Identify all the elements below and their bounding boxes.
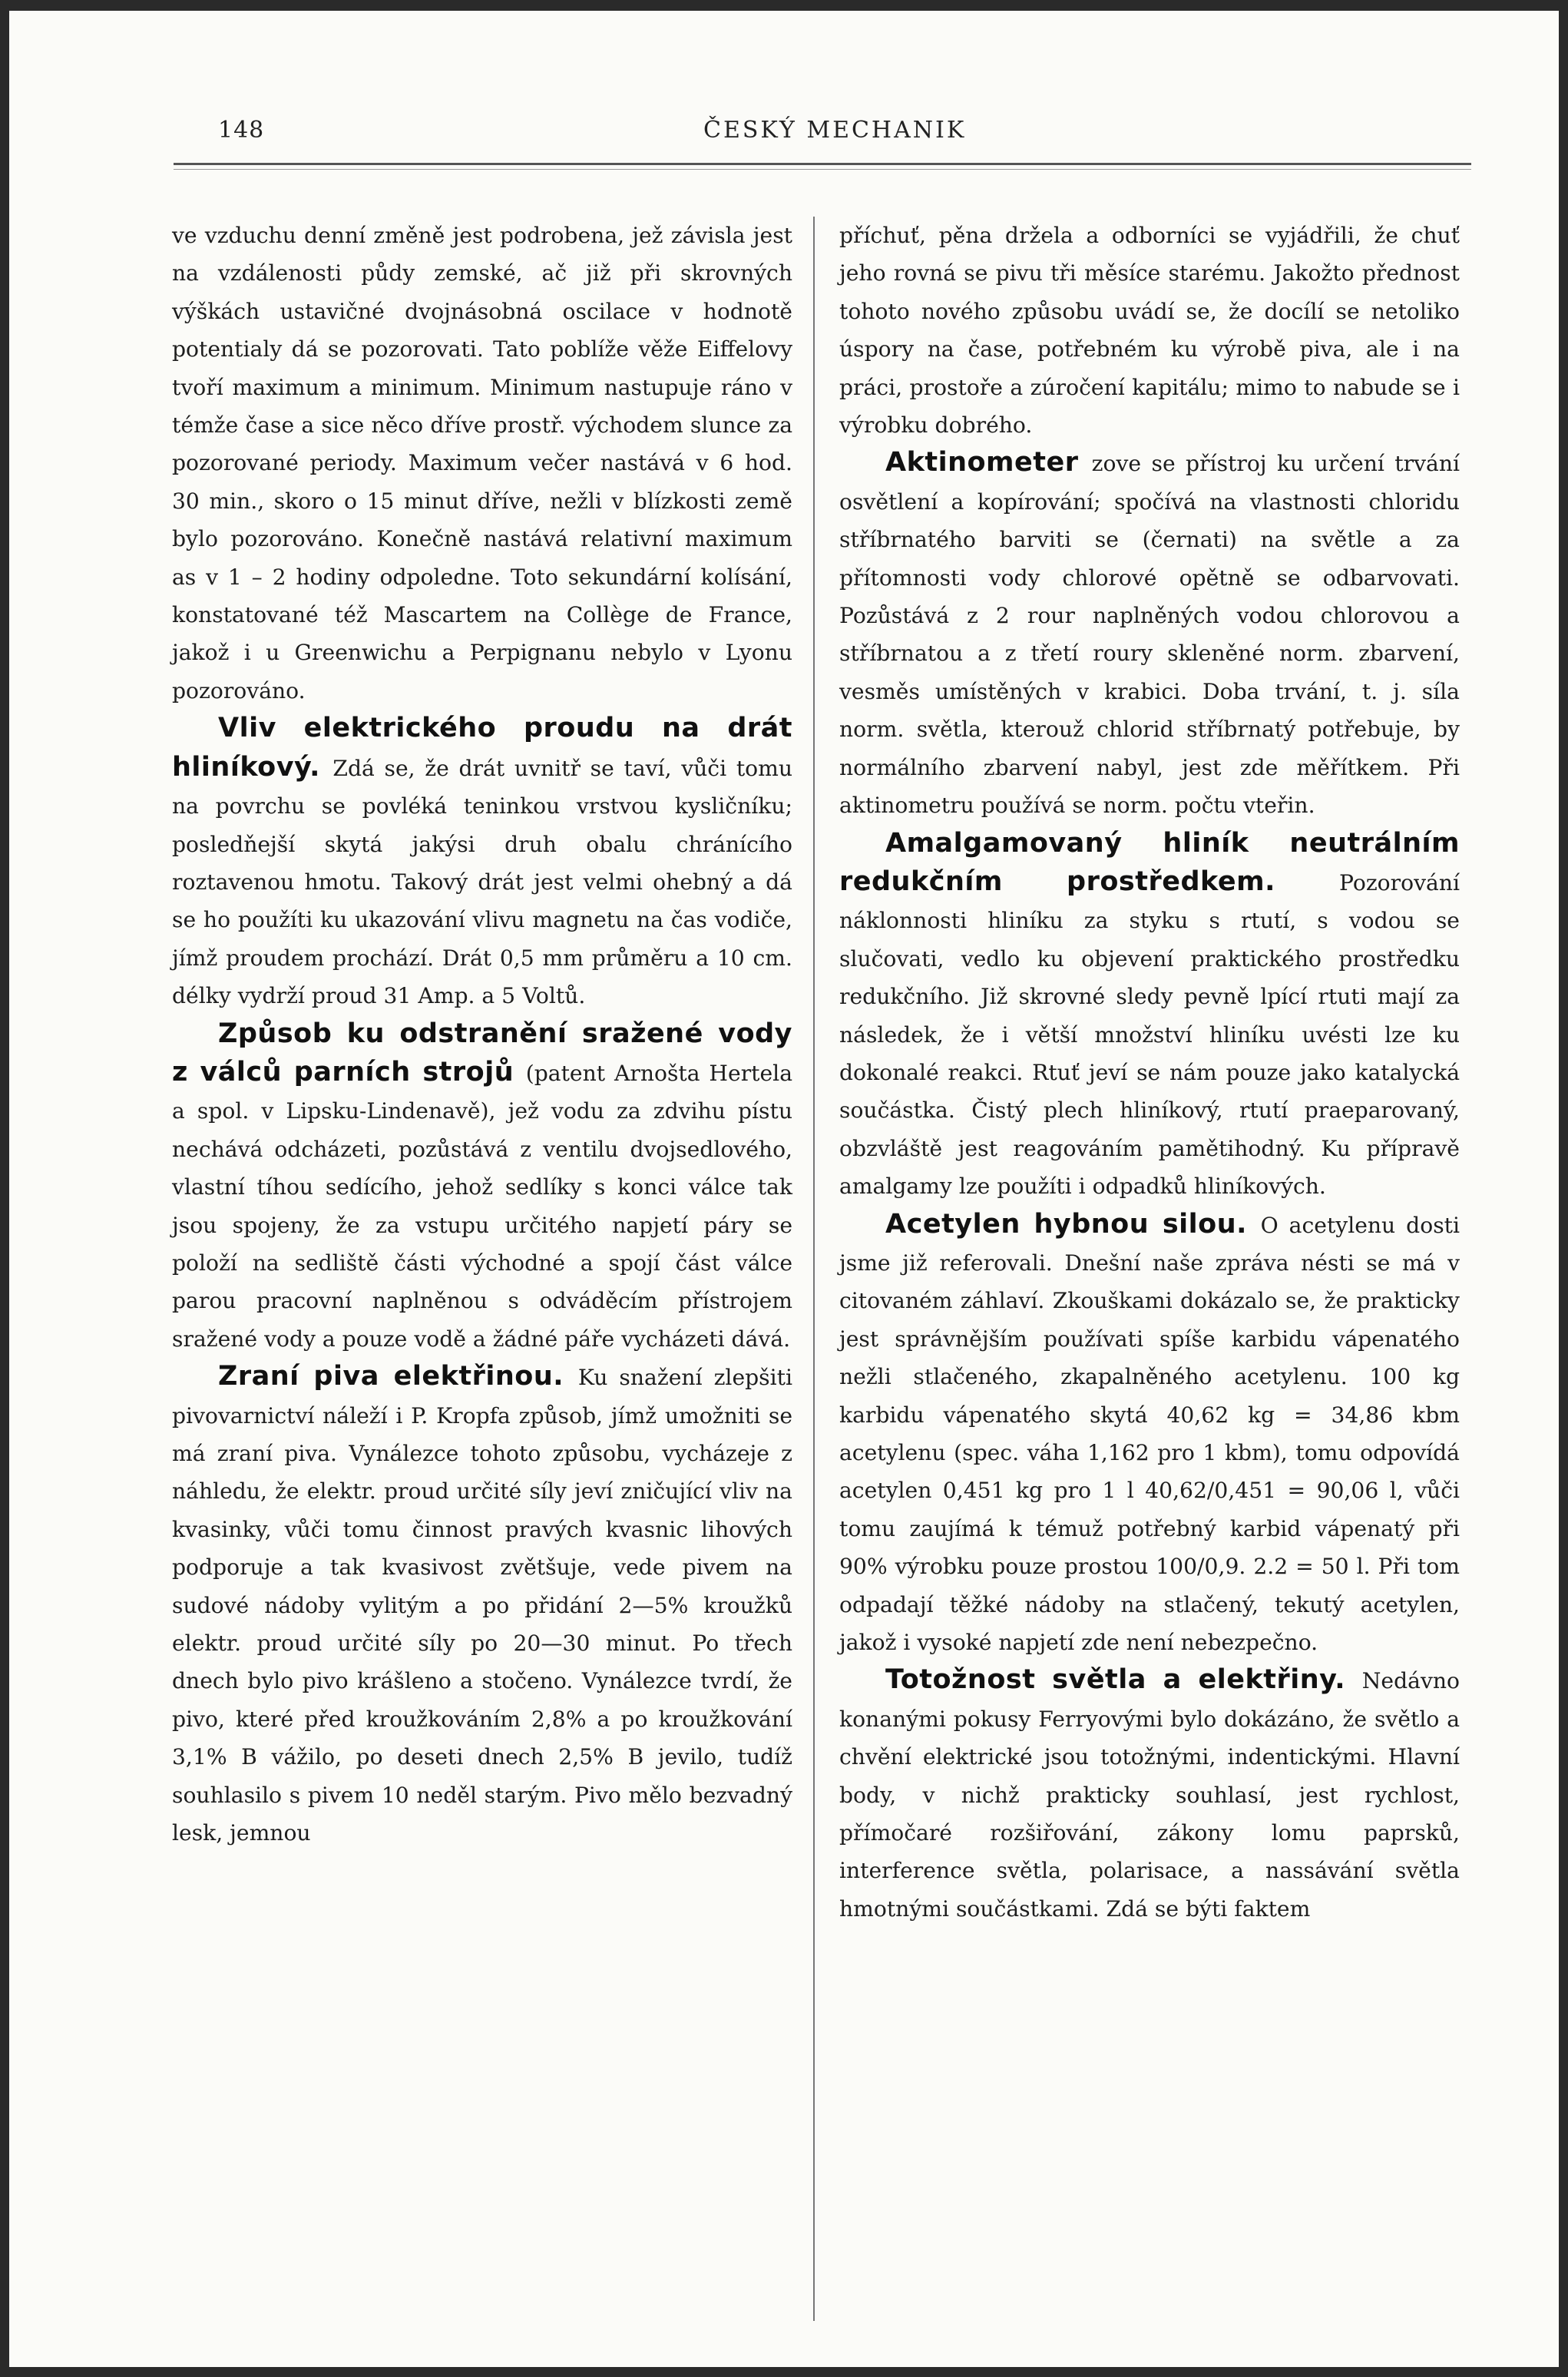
page-number: 148 (218, 117, 265, 144)
section-heading: Totožnost světla a elektřiny. (885, 1664, 1362, 1696)
section-heading: Acetylen hybnou silou. (885, 1208, 1261, 1240)
section-heading: Zraní piva elektřinou. (218, 1361, 578, 1392)
section-heading: Vliv elektrického proudu na drát hliníkový. (172, 713, 792, 783)
section-text: O acetylenu dosti jsme již referovali. Dnešní naše zpráva nésti se má v citovaném záhlaví. Zkouškami dokázalo se, že prakticky jest správnějším používati spíše karbidu vápenatého nežli stlačeného, zkapalněného acetylenu. 100 kg karbidu vápenatého skytá 40,62 kg = 34,86 kbm acetylenu (spec. váha 1,162 pro 1 kbm), tomu odpovídá acetylen 0,451 kg pro 1 l 40,62/0,451 = 90,06 l, vůči tomu zaujímá k témuž potřebný karbid vápenatý při 90% výrobku pouze prostou 100/0,9. 2.2 = 50 l. Při tom odpadají těžké nádoby na stlačený, tekutý acetylen, jakož i vysoké napjetí zde není nebezpečno. (839, 1212, 1460, 1656)
section-text: Nedávno konanými pokusy Ferryovými bylo dokázáno, že světlo a chvění elektrické jsou totožnými, indentickými. Hlavní body, v nichž prakticky souhlasí, jest rychlost, přímočaré rozšiřování, zákony lomu paprsků, interference světla, polarisace, a nassávání světla hmotnými součástkami. Zdá se býti faktem (839, 1668, 1460, 1922)
header-rule-thin (174, 169, 1471, 170)
section-text: Pozorování náklonnosti hliníku za styku s rtutí, s vodou se slučovati, vedlo ku objevení praktického prostředku redukčního. Již skrovné sledy pevně lpící rtuti mají za následek, že i větší množství hliníku uvésti lze ku dokonalé reakci. Rtuť jeví se nám pouze jako katalycká součástka. Čistý plech hliníkový, rtutí praeparovaný, obzvláště jest reagováním pamětihodný. Ku přípravě amalgamy lze použíti i odpadků hliníkových. (839, 869, 1460, 1200)
header-rule (174, 163, 1471, 165)
paragraph: příchuť, pěna držela a odborníci se vyjádřili, že chuť jeho rovná se pivu tři měsíce starému. Jakožto přednost tohoto nového způsobu uvádí se, že docílí se netoliko úspory na čase, potřebném ku výrobě piva, ale i na práci, prostoře a zúročení kapitálu; mimo to nabude se i výrobku dobrého. (839, 223, 1460, 439)
section-heading: Amalgamovaný hliník neutrálním redukčním prostředkem. (839, 827, 1460, 897)
section-text: Ku snažení zlepšiti pivovarnictví náleží i P. Kropfa způsob, jímž umožniti se má zraní piva. Vynálezce tohoto způsobu, vycházeje z náhledu, že elektr. proud určité síly jeví zničující vliv na kvasinky, vůči tomu činnost pravých kvasnic lihových podporuje a tak kvasivost zvětšuje, vede pivem na sudové nádoby vylitým a po přidání 2—5% kroužků elektr. proud určité síly po 20—30 minut. Po třech dnech bylo pivo krášleno a stočeno. Vynálezce tvrdí, že pivo, které před kroužkováním 2,8% a po kroužkování 3,1% B vážilo, po deseti dnech 2,5% B jevilo, tudíž souhlasilo s pivem 10 neděl starým. Pivo mělo bezvadný lesk, jemnou (172, 1365, 792, 1846)
running-title: ČESKÝ MECHANIK (703, 117, 967, 144)
section (839, 1206, 1460, 1662)
section (172, 1015, 792, 1359)
section-heading: Způsob ku odstranění sražené vody z válců parních strojů (172, 1018, 792, 1088)
section-text: zove se přístroj ku určení trvání osvětlení a kopírování; spočívá na vlastnosti chloridu stříbrnatého barviti se (černati) na světle a za přítomnosti vody chlorové opětně se odbarvovati. Pozůstává z 2 rour naplněných vodou chlorovou a stříbrnatou a z třetí roury skleněné norm. zbarvení, vesměs umístěných v krabici. Doba trvání, t. j. síla norm. světla, kterouž chlorid stříbrnatý potřebuje, by normálního zbarvení nabyl, jest zde měřítkem. Při aktinometru používá se norm. počtu vteřin. (839, 451, 1460, 819)
section-heading: Aktinometer (885, 447, 1092, 478)
column-divider (813, 217, 815, 2321)
section (172, 1358, 792, 1852)
section (839, 1661, 1460, 1928)
section-text: Zdá se, že drát uvnitř se taví, vůči tomu na povrchu se povléká teninkou vrstvou kysličníku; posledňejší skytá jakýsi druh obalu chránícího roztavenou hmotu. Takový drát jest velmi ohebný a dá se ho použíti ku ukazování vlivu magnetu na čas vodiče, jímž proudem prochází. Drát 0,5 mm průměru a 10 cm. délky vydrží proud 31 Amp. a 5 Voltů. (172, 755, 792, 1009)
section (839, 444, 1460, 824)
left-column (172, 217, 792, 2352)
page-header (174, 117, 1471, 163)
section (172, 710, 792, 1015)
right-column (839, 217, 1460, 2352)
section-text: (patent Arnošta Hertela a spol. v Lipsku-Lindenavě), jež vodu za zdvihu pístu nechává odcházeti, pozůstává z ventilu dvojsedlového, vlastní tíhou sedícího, jehož sedlíky s konci válce tak jsou spojeny, že za vstupu určitého napjetí páry se položí na sedliště části východné a spojí část válce parou pracovní naplněnou s odváděcím přístrojem sražené vody a pouze vodě a žádné páře vycházeti dává. (172, 1060, 792, 1352)
section (839, 825, 1460, 1206)
paragraph: ve vzduchu denní změně jest podrobena, jež závisla jest na vzdálenosti půdy zemské, ač již při skrovných výškách ustavičné dvojnásobná oscilace v hodnotě potentialy dá se pozorovati. Tato poblíže věže Eiffelovy tvoří maximum a minimum. Minimum nastupuje ráno v témže čase a sice něco dříve prostř. východem slunce za pozorované periody. Maximum večer nastává v 6 hod. 30 min., skoro o 15 minut dříve, nežli v blízkosti země bylo pozorováno. Konečně nastává relativní maximum as v 1 – 2 hodiny odpoledne. Toto sekundární kolísání, konstatované též Mascartem na Collège de France, jakož i u Greenwichu a Perpignanu nebylo v Lyonu pozorováno. (172, 223, 792, 703)
